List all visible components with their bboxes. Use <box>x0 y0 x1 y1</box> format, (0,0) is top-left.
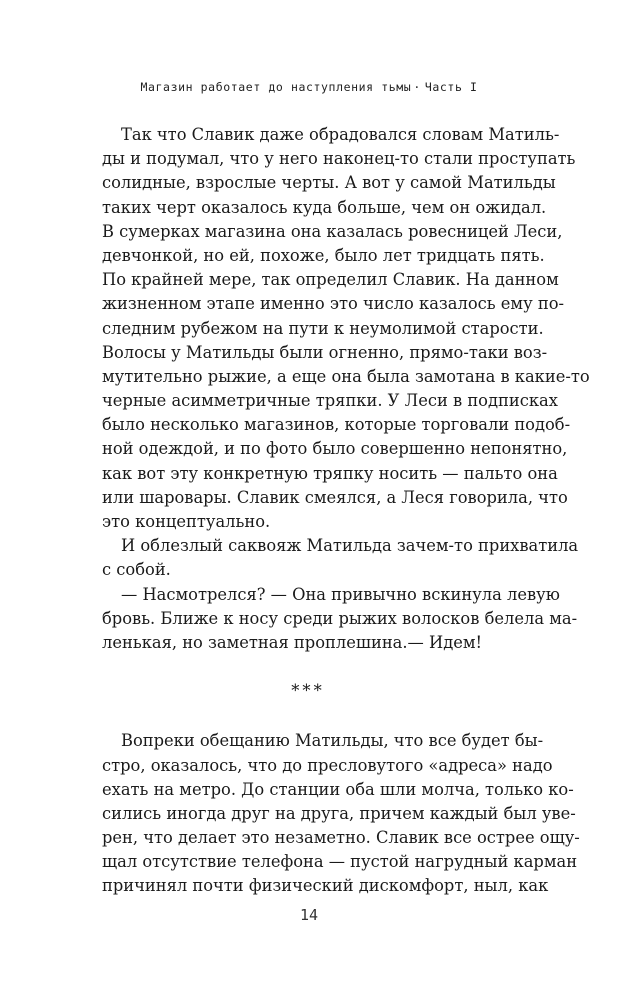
text-line: девчонкой, но ей, похоже, было лет тридцать пять. <box>102 245 545 265</box>
text-line: или шаровары. Славик смеялся, а Леся говорила, что <box>102 487 568 507</box>
text-line: черные асимметричные тряпки. У Леси в подписках <box>102 391 558 411</box>
running-head-title: Магазин работает до наступления тьмы <box>140 80 412 94</box>
text-line: жизненном этапе именно это число казалось ему по- <box>102 294 565 314</box>
text-line: ленькая, но заметная проплешина.— Идем! <box>102 632 483 652</box>
text-line: с собой. <box>102 560 171 580</box>
page-number: 14 <box>299 906 319 924</box>
text-line: бровь. Ближе к носу среди рыжих волосков белела ма- <box>102 608 578 628</box>
running-head-separator: · <box>413 80 421 94</box>
text-line: солидные, взрослые черты. А вот у самой Матильды <box>102 173 556 193</box>
text-line: это концептуально. <box>102 512 271 531</box>
running-head-part: Часть I <box>424 80 478 94</box>
text-line: Так что Славик даже обрадовался словам Матиль- <box>121 125 560 144</box>
text-line: ды и подумал, что у него наконец-то стали проступать <box>102 149 576 169</box>
text-line: ной одеждой, и по фото было совершенно непонятно, <box>102 439 568 459</box>
text-line: ехать на метро. До станции оба шли молча, только ко- <box>102 779 574 799</box>
text-line: причинял почти физический дискомфорт, ныл, как <box>102 876 549 896</box>
section-break: *** <box>291 681 325 701</box>
text-line: По крайней мере, так определил Славик. На данном <box>102 270 559 290</box>
text-line: рен, что делает это незаметно. Славик все острее ощу- <box>102 828 580 848</box>
text-line: мутительно рыжие, а еще она была замотана в какие-то <box>102 366 590 386</box>
text-line: таких черт оказалось куда больше, чем он ожидал. <box>102 197 547 217</box>
text-line: Вопреки обещанию Матильды, что все будет бы- <box>121 731 544 751</box>
text-line: И облезлый саквояж Матильда зачем-то прихватила <box>121 536 579 556</box>
text-line: щал отсутствие телефона — пустой нагрудный карман <box>102 852 578 872</box>
text-line: как вот эту конкретную тряпку носить — пальто она <box>102 463 558 483</box>
text-line: следним рубежом на пути к неумолимой старости. <box>102 318 544 338</box>
body-text <box>102 123 590 899</box>
running-head <box>0 80 618 94</box>
text-line: стро, оказалось, что до пресловутого «адреса» надо <box>102 755 553 775</box>
text-line: — Насмотрелся? — Она привычно вскинула левую <box>121 584 560 604</box>
text-line: В сумерках магазина она казалась ровесницей Леси, <box>102 221 563 241</box>
text-line: было несколько магазинов, которые торговали подоб- <box>102 415 571 435</box>
text-line: Волосы у Матильды были огненно, прямо-таки воз- <box>102 342 548 362</box>
text-line: сились иногда друг на друга, причем каждый был уве- <box>102 803 576 823</box>
